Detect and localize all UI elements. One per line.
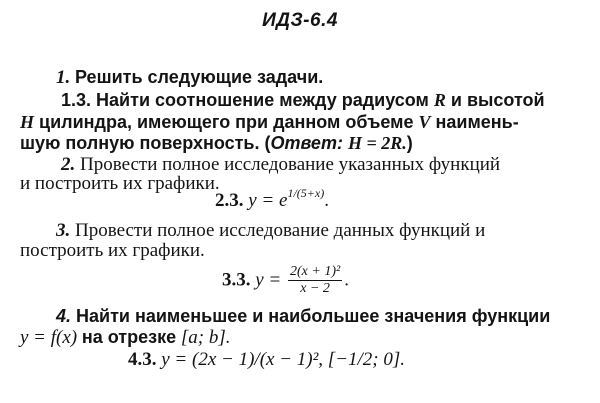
task-4-text-2: на отрезке: [81, 327, 177, 347]
task-2-number: 2.: [61, 154, 76, 175]
task-4-function: y = f(x): [20, 327, 78, 348]
problem-1-3-text-1-tail: и высотой: [450, 90, 545, 110]
formula-2-3-exponent: 1/(5+x): [287, 186, 325, 200]
formula-4-3: [128, 349, 405, 371]
var-h: H: [20, 112, 35, 132]
formula-3-3-denominator: x − 2: [300, 281, 330, 296]
formula-2-3-lhs: y = e: [248, 190, 288, 211]
task-3-number: 3.: [56, 220, 71, 241]
task-4-text-1: Найти наименьшее и наибольшее значения функции: [76, 306, 551, 326]
answer-value: H = 2R.: [347, 133, 407, 153]
problem-1-3-text-2: цилиндра, имеющего при данном объеме: [39, 112, 414, 132]
problem-1-3-text-2-tail: наимень-: [435, 112, 519, 132]
page-title: ИДЗ-6.4: [262, 10, 338, 31]
var-v: V: [418, 112, 431, 132]
task-2-text-1: Провести полное исследование указанных функций: [80, 154, 501, 175]
formula-3-3-numerator: 2(x + 1)²: [290, 264, 341, 279]
var-r: R: [433, 90, 446, 110]
problem-1-3-line-1: [61, 89, 545, 111]
problem-1-3-line-3: [20, 132, 413, 154]
problem-1-3-line-2: [20, 111, 519, 133]
formula-4-3-number: 4.3.: [128, 349, 157, 370]
formula-2-3: [215, 186, 329, 213]
task-4-line-2: [20, 326, 230, 349]
formula-3-3-lhs: y =: [255, 269, 282, 291]
problem-1-3-text-3-tail: ): [406, 133, 413, 153]
task-2-text-2: и построить их графики.: [20, 173, 220, 194]
task-1-text: Решить следующие задачи.: [75, 67, 324, 87]
formula-3-3-tail: .: [344, 269, 349, 291]
problem-1-3-number: 1.3.: [61, 90, 92, 110]
formula-2-3-number: 2.3.: [215, 190, 244, 211]
task-4-interval: [a; b].: [180, 327, 231, 348]
problem-1-3-text-1: Найти соотношение между радиусом: [96, 90, 429, 110]
task-3-text-1: Провести полное исследование данных функций и: [75, 220, 486, 241]
task-3-line-2: [20, 240, 205, 262]
formula-3-3-number: 3.3.: [222, 269, 251, 291]
task-3-line-1: [56, 220, 485, 242]
problem-1-3-text-3: шую полную поверхность. (: [20, 133, 271, 153]
task-3-text-2: построить их графики.: [20, 240, 205, 261]
formula-3-3: [222, 264, 349, 297]
task-4-line-1: [56, 305, 550, 327]
formula-2-3-tail: .: [324, 190, 329, 211]
answer-label: Ответ:: [270, 133, 343, 153]
task-1-number: 1.: [56, 67, 71, 88]
task-1-heading: [56, 66, 323, 89]
task-2-line-2: [20, 173, 220, 195]
formula-4-3-expression: y = (2x − 1)/(x − 1)², [−1/2; 0].: [161, 349, 406, 370]
task-4-number: 4.: [56, 306, 72, 326]
formula-3-3-fraction: [288, 264, 342, 297]
